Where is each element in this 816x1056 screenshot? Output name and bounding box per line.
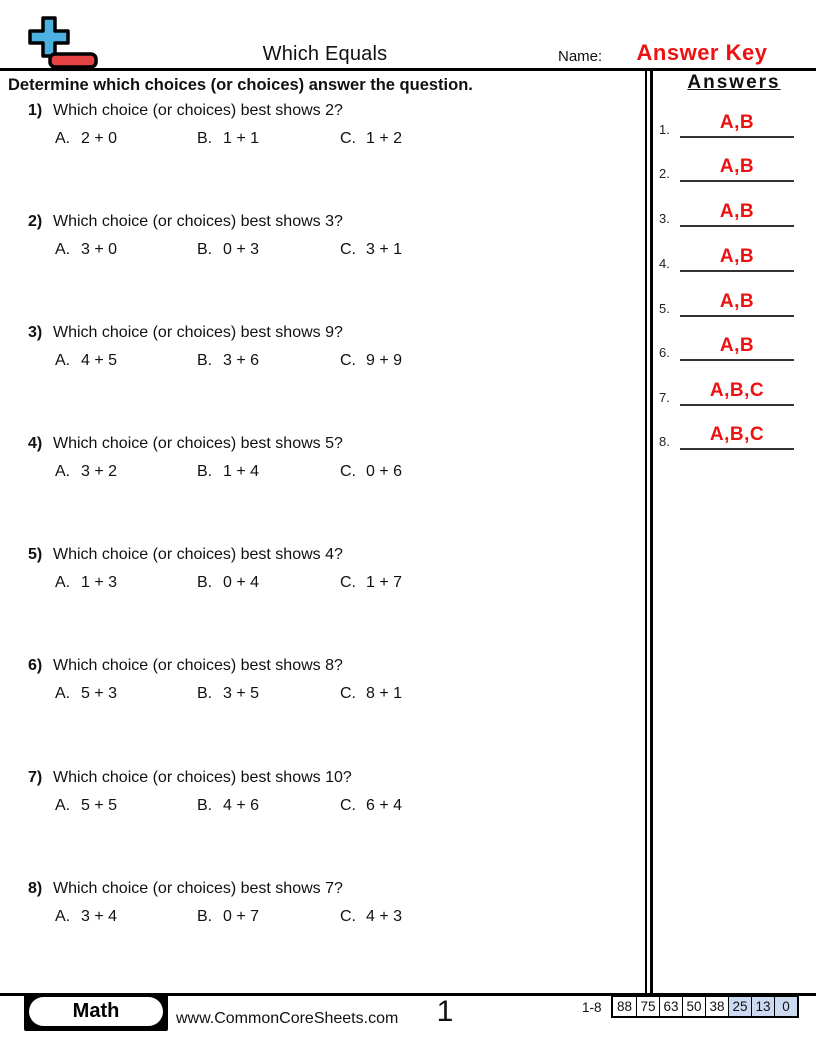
question-number: 4) (28, 435, 43, 452)
choice-a (55, 908, 117, 926)
answer-number: 2. (659, 166, 670, 181)
choice-c (340, 574, 402, 592)
question-text: Which choice (or choices) best shows 7? (53, 880, 343, 897)
subject-badge (24, 993, 168, 1031)
choice-label: C. (340, 130, 356, 147)
choice-b (197, 241, 259, 259)
choice-expression: 2 + 0 (81, 130, 118, 147)
answer-row-3 (658, 195, 798, 227)
choice-label: A. (55, 352, 71, 369)
choice-b (197, 130, 259, 148)
answer-row-4 (658, 240, 798, 272)
answer-blank (680, 374, 794, 406)
question-4 (28, 433, 638, 485)
question-text: Which choice (or choices) best shows 2? (53, 102, 343, 119)
answers-heading: Answers (687, 72, 781, 93)
subject-pill (29, 997, 163, 1026)
choice-label: B. (197, 685, 213, 702)
choice-a (55, 685, 117, 703)
choice-label: B. (197, 352, 213, 369)
question-text: Which choice (or choices) best shows 4? (53, 546, 343, 563)
answer-row-6 (658, 329, 798, 361)
choice-label: C. (340, 797, 356, 814)
answer-number: 1. (659, 122, 670, 137)
answer-value: A,B (719, 335, 755, 356)
choice-expression: 4 + 3 (366, 908, 403, 925)
answer-row-8 (658, 418, 798, 450)
question-number: 3) (28, 324, 43, 341)
choice-expression: 3 + 6 (223, 352, 260, 369)
page-number: 1 (436, 995, 454, 1028)
choice-expression: 4 + 6 (223, 797, 260, 814)
column-divider-thin (645, 70, 647, 993)
choice-label: B. (197, 908, 213, 925)
answer-value: A,B (719, 246, 755, 267)
answer-blank (680, 329, 794, 361)
choice-expression: 0 + 7 (223, 908, 260, 925)
question-number: 1) (28, 102, 43, 119)
choice-expression: 1 + 7 (366, 574, 403, 591)
question-1 (28, 100, 638, 152)
score-cell: 63 (659, 997, 682, 1016)
answer-blank (680, 106, 794, 138)
choice-expression: 9 + 9 (366, 352, 403, 369)
question-3 (28, 322, 638, 374)
choice-label: A. (55, 463, 71, 480)
choice-expression: 1 + 3 (81, 574, 118, 591)
answer-number: 6. (659, 345, 670, 360)
choice-label: B. (197, 241, 213, 258)
question-8 (28, 878, 638, 930)
choice-a (55, 463, 117, 481)
choice-c (340, 797, 402, 815)
answer-value: A,B,C (709, 424, 765, 445)
answer-row-5 (658, 285, 798, 317)
choice-label: A. (55, 574, 71, 591)
choice-expression: 8 + 1 (366, 685, 403, 702)
question-number: 2) (28, 213, 43, 230)
choice-expression: 6 + 4 (366, 797, 403, 814)
answer-number: 7. (659, 390, 670, 405)
choice-expression: 1 + 4 (223, 463, 260, 480)
choice-label: B. (197, 130, 213, 147)
score-cell: 0 (774, 997, 797, 1016)
choice-label: B. (197, 797, 213, 814)
website-text: www.CommonCoreSheets.com (176, 1010, 399, 1027)
choice-c (340, 908, 402, 926)
choice-label: C. (340, 352, 356, 369)
choice-label: A. (55, 797, 71, 814)
answer-blank (680, 240, 794, 272)
choice-expression: 3 + 4 (81, 908, 118, 925)
answer-value: A,B (719, 291, 755, 312)
choice-c (340, 352, 402, 370)
question-5 (28, 544, 638, 596)
answer-blank (680, 418, 794, 450)
choice-expression: 1 + 2 (366, 130, 403, 147)
answer-blank (680, 195, 794, 227)
choice-label: A. (55, 685, 71, 702)
choice-label: C. (340, 574, 356, 591)
choice-b (197, 463, 259, 481)
choice-label: A. (55, 241, 71, 258)
question-number: 5) (28, 546, 43, 563)
answer-value: A,B (719, 156, 755, 177)
choice-expression: 3 + 0 (81, 241, 118, 258)
choice-c (340, 685, 402, 703)
answer-row-2 (658, 150, 798, 182)
answer-value: A,B (719, 112, 755, 133)
name-value: Answer Key (636, 40, 768, 65)
answer-number: 8. (659, 434, 670, 449)
choice-c (340, 130, 402, 148)
choice-label: B. (197, 574, 213, 591)
score-range-label: 1-8 (582, 1000, 602, 1015)
answer-row-7 (658, 374, 798, 406)
choice-a (55, 352, 117, 370)
question-number: 8) (28, 880, 43, 897)
question-7 (28, 767, 638, 819)
choice-a (55, 241, 117, 259)
name-label: Name: (558, 48, 603, 65)
column-divider-thick (650, 70, 653, 993)
choice-label: A. (55, 908, 71, 925)
choice-a (55, 574, 117, 592)
subject-label: Math (72, 1000, 120, 1022)
choice-a (55, 797, 117, 815)
instruction-text: Determine which choices (or choices) answer the question. (8, 76, 473, 94)
question-text: Which choice (or choices) best shows 10? (53, 769, 352, 786)
score-cell: 38 (705, 997, 728, 1016)
question-number: 6) (28, 657, 43, 674)
score-cell: 75 (636, 997, 659, 1016)
choice-b (197, 908, 259, 926)
answer-value: A,B (719, 201, 755, 222)
choice-expression: 0 + 3 (223, 241, 260, 258)
choice-expression: 1 + 1 (223, 130, 260, 147)
choice-expression: 5 + 3 (81, 685, 118, 702)
choice-c (340, 463, 402, 481)
question-text: Which choice (or choices) best shows 9? (53, 324, 343, 341)
answer-number: 4. (659, 256, 670, 271)
question-number: 7) (28, 769, 43, 786)
choice-label: C. (340, 241, 356, 258)
choice-b (197, 352, 259, 370)
question-text: Which choice (or choices) best shows 3? (53, 213, 343, 230)
header-rule (0, 68, 816, 71)
choice-expression: 3 + 1 (366, 241, 403, 258)
answer-row-1 (658, 106, 798, 138)
question-6 (28, 655, 638, 707)
choice-expression: 0 + 4 (223, 574, 260, 591)
answer-number: 5. (659, 301, 670, 316)
choice-expression: 3 + 2 (81, 463, 118, 480)
choice-label: A. (55, 130, 71, 147)
question-2 (28, 211, 638, 263)
score-cell: 13 (751, 997, 774, 1016)
choice-label: C. (340, 463, 356, 480)
choice-label: C. (340, 685, 356, 702)
question-text: Which choice (or choices) best shows 5? (53, 435, 343, 452)
score-cell: 50 (682, 997, 705, 1016)
choice-c (340, 241, 402, 259)
answer-blank (680, 285, 794, 317)
answer-number: 3. (659, 211, 670, 226)
choice-b (197, 797, 259, 815)
choice-b (197, 685, 259, 703)
page-title: Which Equals (262, 43, 388, 65)
score-grid (611, 995, 799, 1018)
choice-expression: 5 + 5 (81, 797, 118, 814)
choice-expression: 0 + 6 (366, 463, 403, 480)
score-cell: 25 (728, 997, 751, 1016)
choice-expression: 3 + 5 (223, 685, 260, 702)
choice-label: B. (197, 463, 213, 480)
answer-blank (680, 150, 794, 182)
choice-b (197, 574, 259, 592)
answer-value: A,B,C (709, 380, 765, 401)
question-text: Which choice (or choices) best shows 8? (53, 657, 343, 674)
choice-expression: 4 + 5 (81, 352, 118, 369)
choice-label: C. (340, 908, 356, 925)
score-cell: 88 (616, 999, 633, 1014)
choice-a (55, 130, 117, 148)
